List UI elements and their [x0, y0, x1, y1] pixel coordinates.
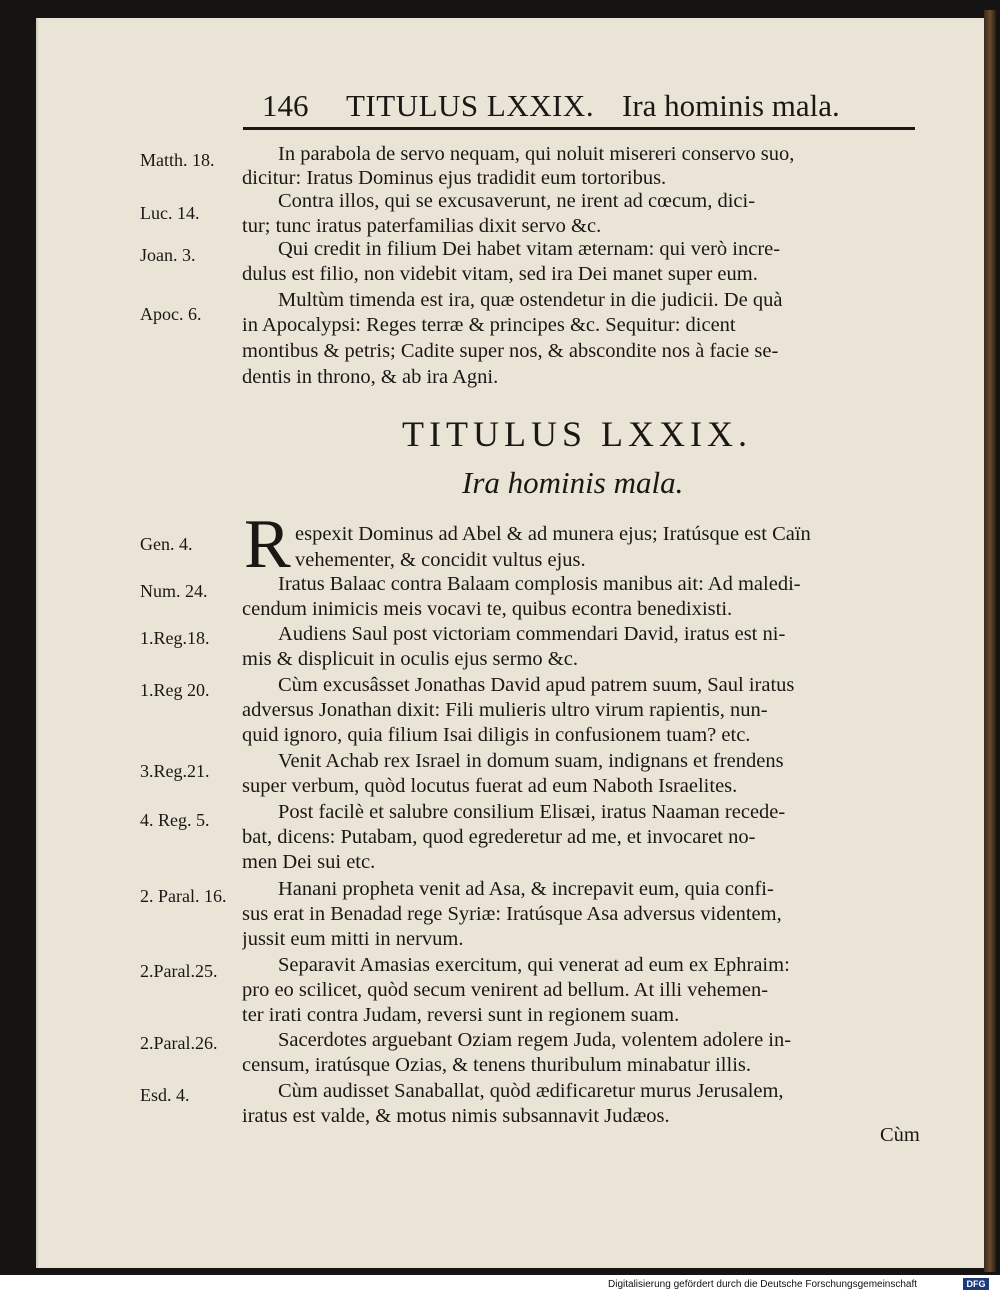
passage-line: cendum inimicis meis vocavi te, quibus econtra benedixisti. — [242, 598, 733, 620]
running-title: TITULUS LXXIX. — [346, 88, 595, 123]
passage-line: dentis in throno, & ab ira Agni. — [242, 366, 499, 388]
passage-line: iratus est valde, & motus nimis subsannavit Judæos. — [242, 1105, 670, 1127]
drop-cap: R — [244, 506, 291, 583]
passage-line: Venit Achab rex Israel in domum suam, indignans et frendens — [278, 750, 784, 772]
page-number: 146 — [262, 88, 309, 123]
passage-line: mis & displicuit in oculis ejus sermo &c. — [242, 648, 578, 670]
passage-line: espexit Dominus ad Abel & ad munera ejus; Iratúsque est Caïn — [295, 523, 811, 545]
passage-line: super verbum, quòd locutus fuerat ad eum Naboth Israelites. — [242, 775, 738, 797]
passage-line: bat, dicens: Putabam, quod egrederetur ad me, et invocaret no- — [242, 826, 756, 848]
running-header — [262, 88, 922, 128]
passage-line: Multùm timenda est ira, quæ ostendetur in die judicii. De quà — [278, 289, 783, 311]
passage-line: men Dei sui etc. — [242, 851, 376, 873]
passage-line: In parabola de servo nequam, qui noluit misereri conservo suo, — [278, 143, 795, 165]
margin-reference: Esd. 4. — [140, 1085, 190, 1105]
passage-line: dulus est filio, non videbit vitam, sed ira Dei manet super eum. — [242, 263, 758, 285]
passage-line: quid ignoro, quia filium Isai diligis in confusionem tuam? etc. — [242, 724, 751, 746]
passage-line: Cùm audisset Sanaballat, quòd ædificaretur murus Jerusalem, — [278, 1080, 784, 1102]
passage-line: Qui credit in filium Dei habet vitam æternam: qui verò incre- — [278, 238, 781, 260]
passage-line: Sacerdotes arguebant Oziam regem Juda, volentem adolere in- — [278, 1029, 792, 1051]
header-rule — [243, 127, 915, 130]
passage-line: Cùm excusâsset Jonathas David apud patrem suum, Saul iratus — [278, 674, 795, 696]
passage-line: pro eo scilicet, quòd secum venirent ad bellum. At illi vehemen- — [242, 979, 769, 1001]
margin-reference: 1.Reg.18. — [140, 628, 210, 648]
passage-line: Post facilè et salubre consilium Elisæi, iratus Naaman recede- — [278, 801, 786, 823]
running-subtitle: Ira hominis mala. — [622, 88, 840, 123]
section-subtitle: Ira hominis mala. — [462, 465, 684, 500]
margin-reference: 4. Reg. 5. — [140, 810, 210, 830]
passage-line: ter irati contra Judam, reversi sunt in regionem suam. — [242, 1004, 680, 1026]
passage-line: vehementer, & concidit vultus ejus. — [295, 549, 586, 571]
passage-line: jussit eum mitti in nervum. — [242, 928, 464, 950]
passage-line: adversus Jonathan dixit: Fili mulieris ultro virum rapientis, nun- — [242, 699, 768, 721]
margin-reference: Gen. 4. — [140, 534, 193, 554]
dfg-logo-icon: DFG — [963, 1278, 989, 1290]
book-edge — [984, 10, 996, 1272]
margin-reference: 2.Paral.26. — [140, 1033, 218, 1053]
section-title: TITULUS LXXIX. — [402, 414, 752, 454]
passage-line: censum, iratúsque Ozias, & tenens thuribulum minabatur illis. — [242, 1054, 751, 1076]
passage-line: sus erat in Benadad rege Syriæ: Iratúsque Asa adversus videntem, — [242, 903, 782, 925]
margin-reference: Num. 24. — [140, 581, 208, 601]
passage-line: Contra illos, qui se excusaverunt, ne irent ad cœcum, dici- — [278, 190, 756, 212]
passage-line: tur; tunc iratus paterfamilias dixit servo &c. — [242, 215, 602, 237]
margin-reference: 1.Reg 20. — [140, 680, 210, 700]
passage-line: in Apocalypsi: Reges terræ & principes &c. Sequitur: dicent — [242, 314, 736, 336]
passage-line: Audiens Saul post victoriam commendari David, iratus est ni- — [278, 623, 786, 645]
margin-reference: Joan. 3. — [140, 245, 196, 265]
passage-line: Hanani propheta venit ad Asa, & increpavit eum, quia confi- — [278, 878, 774, 900]
margin-reference: 2. Paral. 16. — [140, 886, 227, 906]
margin-reference: 3.Reg.21. — [140, 761, 210, 781]
margin-reference: Matth. 18. — [140, 150, 215, 170]
passage-line: Separavit Amasias exercitum, qui venerat ad eum ex Ephraim: — [278, 954, 790, 976]
catchword: Cùm — [880, 1124, 920, 1146]
margin-reference: Luc. 14. — [140, 203, 200, 223]
margin-reference: Apoc. 6. — [140, 304, 202, 324]
passage-line: dicitur: Iratus Dominus ejus tradidit eum tortoribus. — [242, 167, 667, 189]
digitization-credit: Digitalisierung gefördert durch die Deutsche Forschungsgemeinschaft — [608, 1279, 918, 1290]
passage-line: Iratus Balaac contra Balaam complosis manibus ait: Ad maledi- — [278, 573, 801, 595]
margin-reference: 2.Paral.25. — [140, 961, 218, 981]
passage-line: montibus & petris; Cadite super nos, & abscondite nos à facie se- — [242, 340, 779, 362]
